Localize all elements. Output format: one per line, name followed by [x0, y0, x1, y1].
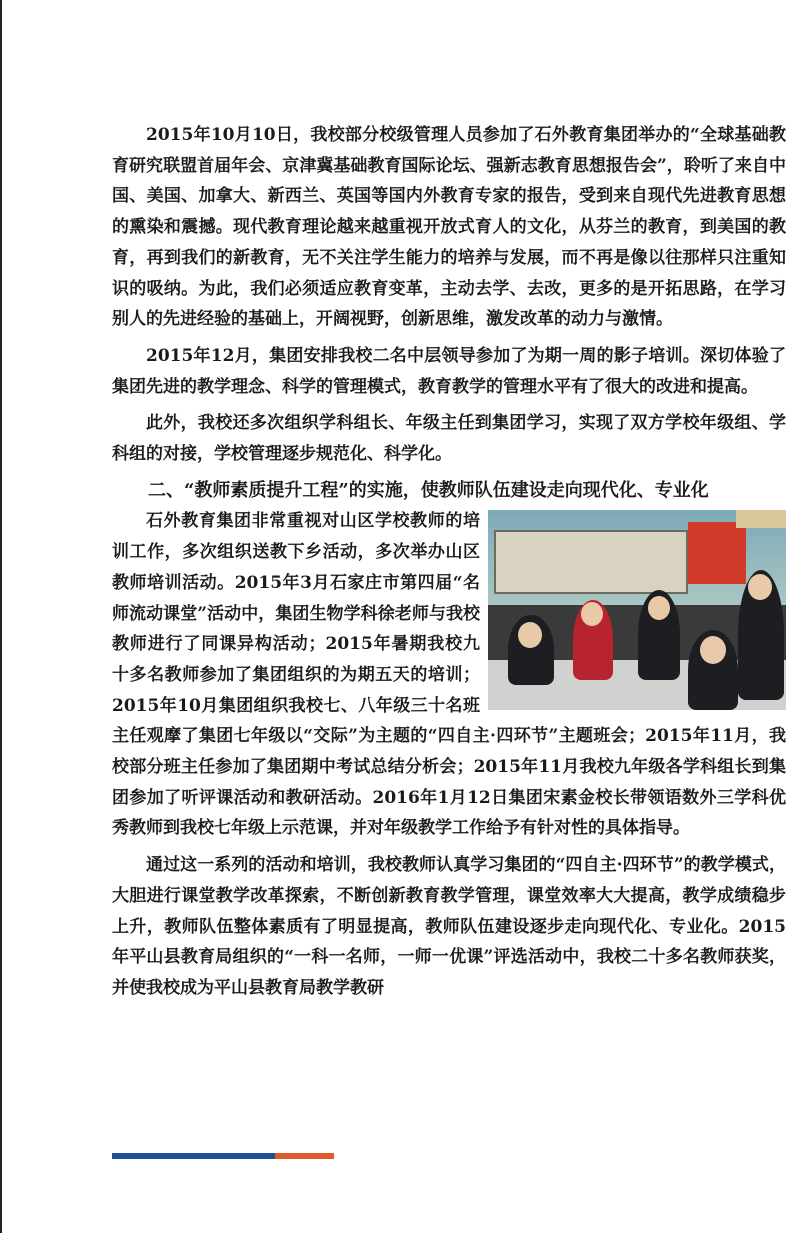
classroom-photo — [488, 510, 786, 710]
paragraph-3: 此外，我校还多次组织学科组长、年级主任到集团学习，实现了双方学校年级组、学科组的对接，学校管理逐步规范化、科学化。 — [112, 413, 786, 465]
paragraph-1: 2015年10月10日，我校部分校级管理人员参加了石外教育集团举办的“全球基础教育研究联盟首届年会、京津冀基础教育国际论坛、强新志教育思想报告会”，聆听了来自中国、美国、加拿大、新西兰、英国等国内外教育专家的报告，受到来自现代先进教育思想的熏染和震撼。现代教育理论越来越重视开放式育人的文化，从芬兰的教育，到美国的教育，再到我们的新教育，无不关注学生能力的培养与发展，而不再是像以往那样只注重知识的吸纳。为此，我们必须适应教育变革，主动去学、去改，更多的是开拓思路，在学习别人的先进经验的基础上，开阔视野，创新思维，激发改革的动力与激情。 — [112, 125, 786, 330]
page-left-edge — [0, 0, 2, 1233]
footer-color-bar — [112, 1153, 334, 1159]
section-heading: 二、“教师素质提升工程”的实施，使教师队伍建设走向现代化、专业化 — [148, 479, 709, 501]
paragraph-4: 石外教育集团非常重视对山区学校教师的培训工作，多次组织送教下乡活动，多次举办山区教师培训活动。2015年3月石家庄市第四届“名师流动课堂”活动中，集团生物学科徐老师与我校教师进行了同课异构活动；2015年暑期我校九十多名教师参加了集团组织的为期五天的培训；2015年10月集团组织我校七、八年级三十名班主任观摩了集团七年级以“交际”为主题的“四自主·四环节”主题班会；2015年11月，我校部分班主任参加了集团期中考试总结分析会；2015年11月我校九年级各学科组长到集团参加了听评课活动和教研活动。2016年1月12日集团宋素金校长带领语数外三学科优秀教师到我校七年级上示范课，并对年级教学工作给予有针对性的具体指导。 — [112, 511, 786, 839]
article-body — [112, 120, 786, 1004]
paragraph-2: 2015年12月，集团安排我校二名中层领导参加了为期一周的影子培训。深切体验了集团先进的教学理念、科学的管理模式，教育教学的管理水平有了很大的改进和提高。 — [112, 345, 786, 397]
paragraph-5: 通过这一系列的活动和培训，我校教师认真学习集团的“四自主·四环节”的教学模式，大胆进行课堂教学改革探索，不断创新教育教学管理，课堂效率大大提高，教学成绩稳步上升，教师队伍整体素质有了明显提高，教师队伍建设逐步走向现代化、专业化。2015年平山县教育局组织的“一科一名师，一师一优课”评选活动中，我校二十多名教师获奖，并使我校成为平山县教育局教学教研 — [112, 855, 786, 998]
footer-bar-orange — [275, 1153, 334, 1159]
footer-bar-blue — [112, 1153, 275, 1159]
